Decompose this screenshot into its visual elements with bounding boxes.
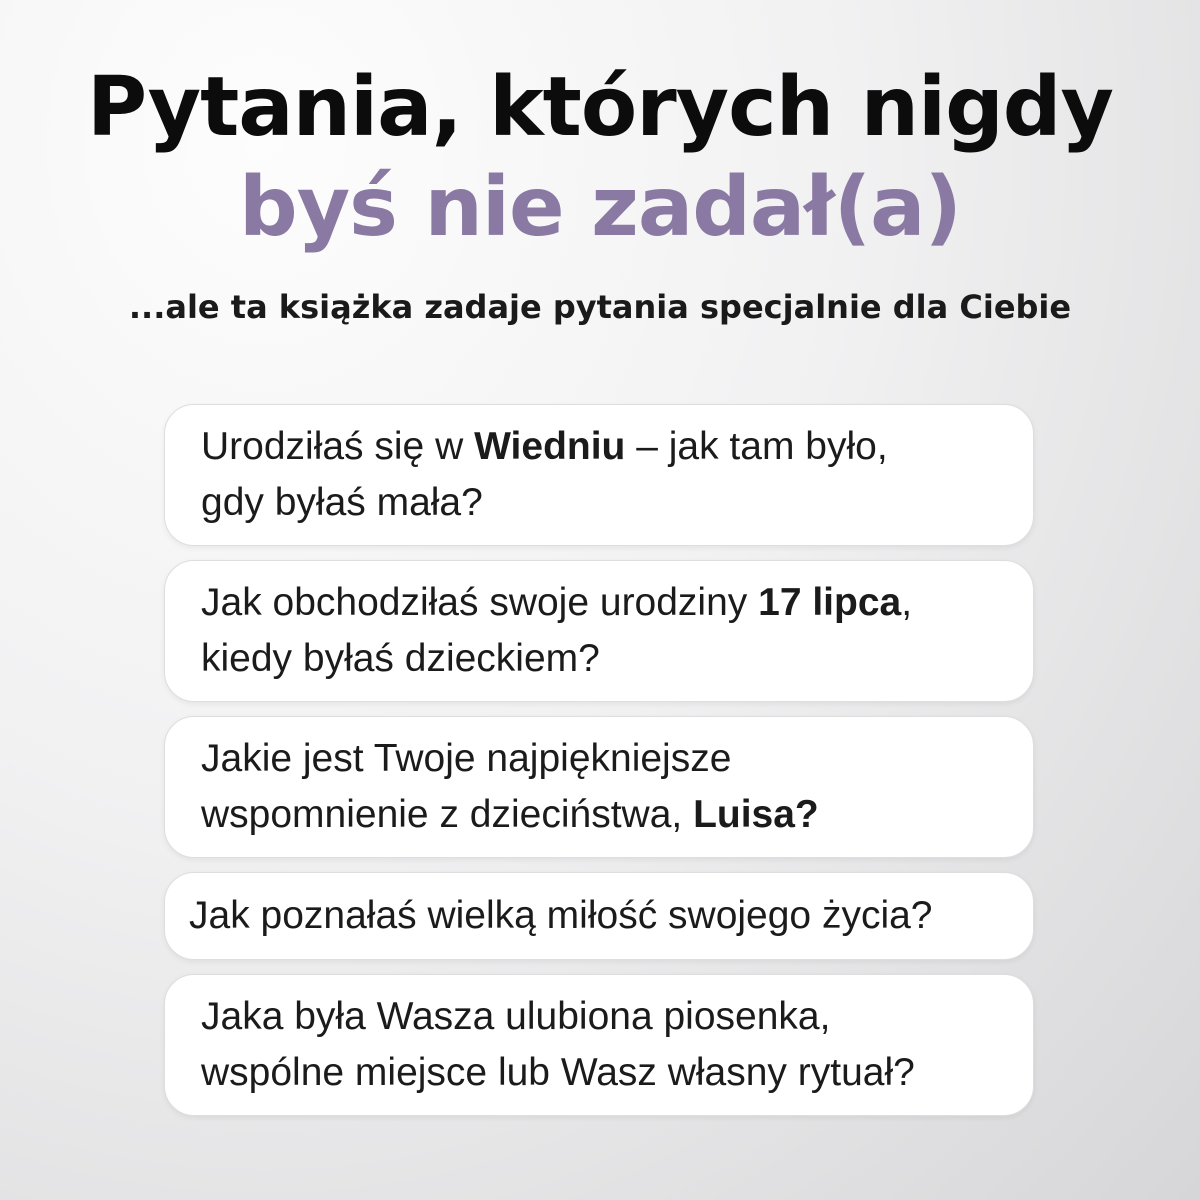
subtitle: ...ale ta książka zadaje pytania specjalnie dla Ciebie bbox=[128, 288, 1072, 326]
question-card-2 bbox=[164, 560, 1034, 702]
question-2-text-b: , bbox=[901, 581, 913, 624]
question-5-line-1: Jaka była Wasza ulubiona piosenka, bbox=[201, 995, 831, 1038]
question-3-line-1: Jakie jest Twoje najpiękniejsze bbox=[201, 737, 732, 780]
question-card-4 bbox=[164, 872, 1034, 960]
headline-line-2: byś nie zadał(a) bbox=[239, 160, 961, 255]
question-text-5 bbox=[201, 989, 915, 1101]
question-5-line-2: wspólne miejsce lub Wasz własny rytuał? bbox=[201, 1051, 915, 1094]
question-3-name: Luisa? bbox=[693, 793, 819, 836]
question-text-2 bbox=[201, 575, 912, 687]
question-3-text-a: wspomnienie z dzieciństwa, bbox=[201, 793, 694, 836]
question-card-5 bbox=[164, 974, 1034, 1116]
question-1-line-2: gdy byłaś mała? bbox=[201, 481, 483, 524]
question-card-3 bbox=[164, 716, 1034, 858]
headline-line-1: Pytania, których nigdy bbox=[87, 60, 1113, 155]
question-2-line-2: kiedy byłaś dzieckiem? bbox=[201, 637, 600, 680]
question-card-1 bbox=[164, 404, 1034, 546]
question-text-1 bbox=[201, 419, 888, 531]
question-text-3 bbox=[201, 731, 819, 843]
question-2-text-a: Jak obchodziłaś swoje urodziny bbox=[201, 581, 759, 624]
question-1-text-b: – jak tam było, bbox=[625, 425, 888, 468]
question-1-text-a: Urodziłaś się w bbox=[201, 425, 475, 468]
headline bbox=[0, 58, 1200, 258]
question-text-4 bbox=[189, 888, 933, 944]
question-4-line-1: Jak poznałaś wielką miłość swojego życia? bbox=[189, 894, 933, 937]
question-2-date: 17 lipca bbox=[758, 581, 902, 624]
question-1-place: Wiedniu bbox=[474, 425, 626, 468]
